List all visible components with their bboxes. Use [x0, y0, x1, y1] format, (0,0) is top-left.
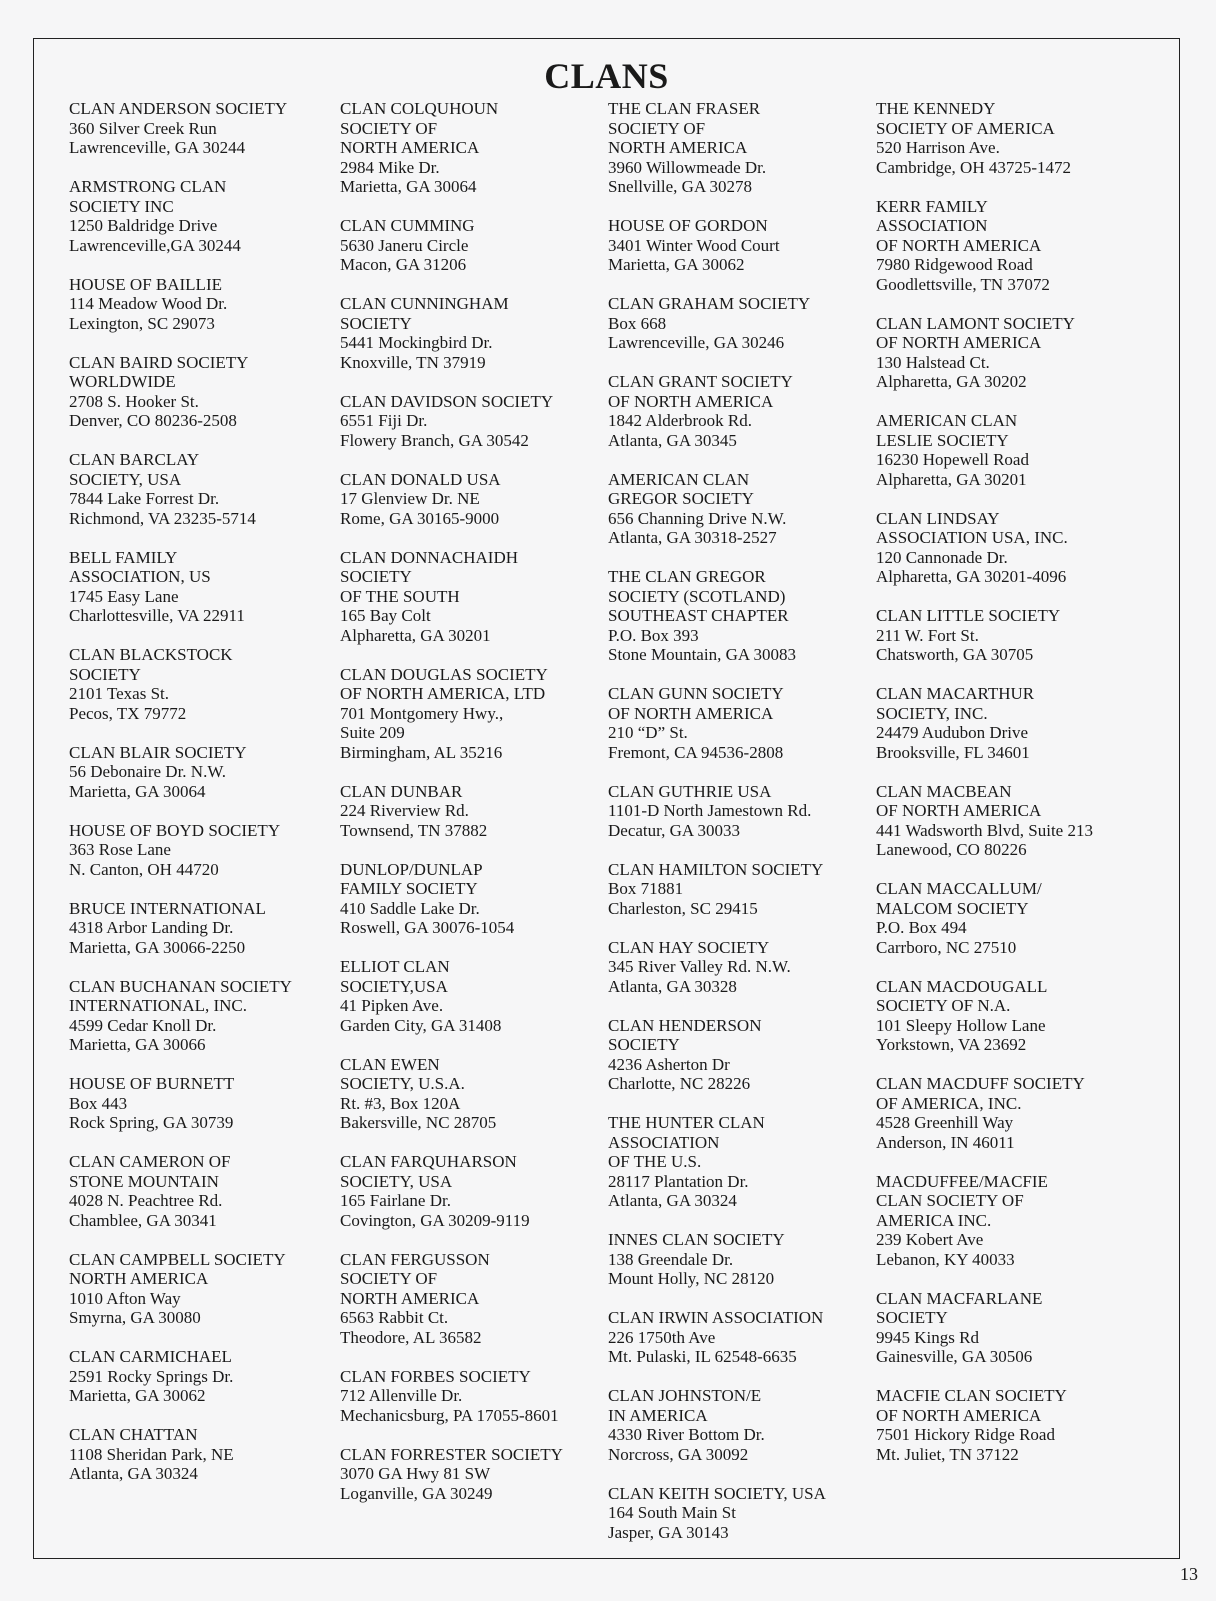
address-line: OF NORTH AMERICA	[876, 333, 1042, 352]
clan-entry	[608, 567, 876, 665]
address-line: 224 Riverview Rd.	[340, 801, 469, 820]
clan-name: MACDUFFEE/MACFIE	[876, 1171, 1048, 1191]
address-line: Knoxville, TN 37919	[340, 352, 486, 372]
address-line: ASSOCIATION	[608, 1132, 720, 1152]
address-line: CLAN SOCIETY OF	[876, 1191, 1024, 1210]
address-line: 441 Wadsworth Blvd, Suite 213	[876, 820, 1093, 840]
address-line: SOCIETY OF	[340, 1269, 438, 1288]
address-line: Mt. Pulaski, IL 62548-6635	[608, 1347, 797, 1366]
clan-entry	[69, 1074, 337, 1133]
address-line: SOCIETY	[608, 1035, 680, 1054]
address-line: FAMILY SOCIETY	[340, 879, 478, 898]
clan-entry	[608, 216, 876, 275]
clan-entry	[69, 548, 337, 626]
address-line: OF NORTH AMERICA, LTD	[340, 684, 546, 703]
clan-entry	[608, 470, 876, 548]
clan-name: CLAN GRAHAM SOCIETY	[608, 294, 811, 313]
clan-name: CLAN MACDOUGALL	[876, 976, 1048, 996]
address-line: Gainesville, GA 30506	[876, 1347, 1033, 1366]
address-line: Marietta, GA 30062	[608, 255, 745, 274]
address-line: 2101 Texas St.	[69, 684, 170, 703]
clan-entry	[608, 1386, 876, 1464]
clan-name: ELLIOT CLAN	[340, 957, 450, 976]
address-line: 210 “D” St.	[608, 723, 688, 742]
clan-name: CLAN MACFARLANE	[876, 1288, 1043, 1308]
clan-entry	[340, 1055, 608, 1133]
address-line: 5441 Mockingbird Dr.	[340, 333, 493, 352]
clan-entry	[608, 1016, 876, 1094]
address-line: P.O. Box 494	[876, 918, 967, 937]
clan-name: CLAN BAIRD SOCIETY	[69, 352, 249, 372]
address-line: P.O. Box 393	[608, 625, 699, 645]
clan-entry	[340, 1152, 608, 1230]
address-line: LESLIE SOCIETY	[876, 430, 1009, 450]
address-line: NORTH AMERICA	[340, 138, 480, 157]
clan-entry	[876, 782, 1144, 860]
clan-entry	[608, 860, 876, 919]
address-line: GREGOR SOCIETY	[608, 489, 754, 508]
address-line: 4028 N. Peachtree Rd.	[69, 1191, 223, 1210]
address-line: 239 Kobert Ave	[876, 1230, 984, 1249]
address-line: Alpharetta, GA 30201	[340, 625, 491, 645]
address-line: 4330 River Bottom Dr.	[608, 1425, 765, 1444]
address-line: 24479 Audubon Drive	[876, 723, 1029, 742]
address-line: OF NORTH AMERICA	[608, 391, 774, 411]
clan-name: CLAN LITTLE SOCIETY	[876, 606, 1061, 625]
address-line: Mount Holly, NC 28120	[608, 1269, 775, 1288]
address-line: 7501 Hickory Ridge Road	[876, 1425, 1055, 1444]
clan-name: ARMSTRONG CLAN	[69, 177, 227, 196]
clan-name: CLAN LAMONT SOCIETY	[876, 313, 1075, 333]
address-line: 1101-D North Jamestown Rd.	[608, 801, 812, 820]
clan-name: CLAN GUNN SOCIETY	[608, 684, 784, 703]
clan-name: CLAN CARMICHAEL	[69, 1347, 232, 1366]
address-line: 211 W. Fort St.	[876, 625, 979, 645]
address-line: Lawrenceville, GA 30244	[69, 138, 246, 157]
clan-name: KERR FAMILY	[876, 196, 988, 216]
clan-name: THE CLAN FRASER	[608, 99, 761, 118]
address-line: STONE MOUNTAIN	[69, 1171, 219, 1191]
clan-entry	[876, 1172, 1144, 1270]
clan-entry	[876, 977, 1144, 1055]
address-line: Suite 209	[340, 723, 405, 742]
address-line: 410 Saddle Lake Dr.	[340, 898, 480, 918]
address-line: Lexington, SC 29073	[69, 313, 215, 333]
address-line: Chatsworth, GA 30705	[876, 645, 1034, 664]
clan-entry	[69, 1425, 337, 1484]
address-line: Lawrenceville, GA 30246	[608, 333, 785, 352]
clan-entry	[340, 1250, 608, 1348]
clan-name: CLAN HAY SOCIETY	[608, 937, 770, 957]
clan-entry	[69, 1152, 337, 1230]
address-line: SOCIETY,USA	[340, 976, 448, 996]
clan-entry	[608, 684, 876, 762]
address-line: OF NORTH AMERICA	[876, 801, 1042, 820]
page-frame	[33, 38, 1180, 1559]
address-line: SOCIETY	[340, 313, 412, 333]
clan-entry	[340, 392, 608, 451]
clan-entry	[340, 99, 608, 197]
clan-name: THE CLAN GREGOR	[608, 567, 766, 586]
address-line: Denver, CO 80236-2508	[69, 411, 237, 430]
clan-name: CLAN FORRESTER SOCIETY	[340, 1444, 563, 1464]
clan-entry	[69, 353, 337, 431]
address-line: Birmingham, AL 35216	[340, 742, 503, 762]
address-line: 56 Debonaire Dr. N.W.	[69, 762, 227, 781]
clan-entry	[69, 821, 337, 880]
address-line: Macon, GA 31206	[340, 255, 467, 274]
clan-entry	[876, 197, 1144, 295]
clan-name: CLAN HENDERSON	[608, 1015, 762, 1035]
address-line: Alpharetta, GA 30201	[876, 469, 1027, 489]
address-line: 712 Allenville Dr.	[340, 1386, 463, 1405]
address-line: 4599 Cedar Knoll Dr.	[69, 1015, 217, 1035]
address-line: 363 Rose Lane	[69, 840, 171, 859]
address-line: Anderson, IN 46011	[876, 1132, 1015, 1152]
address-line: SOUTHEAST CHAPTER	[608, 606, 789, 625]
clan-name: CLAN COLQUHOUN	[340, 99, 499, 118]
address-line: SOCIETY OF AMERICA	[876, 118, 1055, 138]
address-line: OF THE SOUTH	[340, 586, 460, 606]
address-line: NORTH AMERICA	[69, 1269, 209, 1288]
address-line: ASSOCIATION USA, INC.	[876, 528, 1068, 547]
clan-name: CLAN BUCHANAN SOCIETY	[69, 976, 292, 996]
address-line: Snellville, GA 30278	[608, 177, 753, 196]
clan-name: CLAN MACDUFF SOCIETY	[876, 1074, 1085, 1093]
clan-entry	[69, 743, 337, 802]
clan-entry	[876, 314, 1144, 392]
clan-name: CLAN IRWIN ASSOCIATION	[608, 1308, 824, 1327]
address-line: 3070 GA Hwy 81 SW	[340, 1464, 491, 1483]
address-line: Mechanicsburg, PA 17055-8601	[340, 1405, 559, 1425]
address-line: Townsend, TN 37882	[340, 820, 488, 840]
clan-entry	[876, 1074, 1144, 1152]
address-line: SOCIETY, INC.	[876, 703, 988, 723]
address-line: Yorkstown, VA 23692	[876, 1035, 1027, 1054]
clan-name: CLAN FORBES SOCIETY	[340, 1366, 531, 1386]
address-line: Charlotte, NC 28226	[608, 1074, 751, 1093]
clan-entry	[608, 99, 876, 197]
address-line: Fremont, CA 94536-2808	[608, 742, 784, 762]
address-line: 5630 Janeru Circle	[340, 235, 469, 255]
address-line: Alpharetta, GA 30202	[876, 372, 1027, 391]
clan-name: CLAN LINDSAY	[876, 508, 1000, 528]
address-line: Norcross, GA 30092	[608, 1444, 749, 1464]
address-line: NORTH AMERICA	[608, 138, 748, 157]
clan-entry	[876, 879, 1144, 957]
address-line: Atlanta, GA 30324	[608, 1191, 737, 1210]
clan-name: HOUSE OF BURNETT	[69, 1074, 235, 1093]
address-line: 164 South Main St	[608, 1503, 736, 1522]
clan-entry	[69, 1250, 337, 1328]
address-line: 138 Greendale Dr.	[608, 1249, 734, 1269]
clan-name: BELL FAMILY	[69, 547, 178, 567]
address-line: Goodlettsville, TN 37072	[876, 274, 1050, 294]
clan-name: BRUCE INTERNATIONAL	[69, 898, 266, 918]
address-line: OF NORTH AMERICA	[608, 703, 774, 723]
clan-name: CLAN KEITH SOCIETY, USA	[608, 1483, 826, 1503]
clan-name: CLAN GRANT SOCIETY	[608, 372, 793, 391]
clan-entry	[876, 509, 1144, 587]
address-line: 520 Harrison Ave.	[876, 138, 1000, 157]
address-line: Atlanta, GA 30345	[608, 430, 737, 450]
address-line: Charleston, SC 29415	[608, 898, 758, 918]
clan-entry	[69, 450, 337, 528]
address-line: 101 Sleepy Hollow Lane	[876, 1015, 1046, 1035]
clan-name: CLAN MACCALLUM/	[876, 879, 1042, 898]
clan-name: CLAN BLAIR SOCIETY	[69, 742, 247, 762]
clan-entry	[608, 372, 876, 450]
address-line: 1250 Baldridge Drive	[69, 216, 218, 235]
clan-entry	[340, 216, 608, 275]
clan-entry	[340, 1445, 608, 1504]
clan-name: CLAN DOUGLAS SOCIETY	[340, 664, 548, 684]
address-line: SOCIETY (SCOTLAND)	[608, 586, 786, 606]
address-line: Stone Mountain, GA 30083	[608, 645, 796, 664]
column-4	[876, 99, 1144, 1484]
address-line: 41 Pipken Ave.	[340, 996, 444, 1015]
clan-entry	[608, 1113, 876, 1211]
address-line: Theodore, AL 36582	[340, 1327, 482, 1347]
address-line: Loganville, GA 30249	[340, 1483, 493, 1503]
address-line: N. Canton, OH 44720	[69, 859, 219, 879]
address-line: SOCIETY, USA	[340, 1171, 453, 1191]
clan-entry	[340, 294, 608, 372]
address-line: WORLDWIDE	[69, 372, 176, 391]
clan-name: CLAN FARQUHARSON	[340, 1152, 517, 1171]
address-line: Rt. #3, Box 120A	[340, 1093, 461, 1113]
clan-entry	[340, 957, 608, 1035]
address-line: 16230 Hopewell Road	[876, 450, 1029, 469]
clan-entry	[69, 177, 337, 255]
address-line: SOCIETY OF N.A.	[876, 996, 1011, 1015]
column-2	[340, 99, 608, 1523]
address-line: SOCIETY, USA	[69, 469, 182, 489]
address-line: 1745 Easy Lane	[69, 586, 179, 606]
address-line: 9945 Kings Rd	[876, 1327, 979, 1347]
address-line: AMERICA INC.	[876, 1210, 992, 1230]
address-line: 6563 Rabbit Ct.	[340, 1308, 449, 1327]
address-line: SOCIETY	[340, 567, 412, 586]
address-line: Chamblee, GA 30341	[69, 1210, 217, 1230]
address-line: 6551 Fiji Dr.	[340, 411, 428, 430]
clan-entry	[69, 645, 337, 723]
address-line: SOCIETY, U.S.A.	[340, 1074, 465, 1093]
address-line: Richmond, VA 23235-5714	[69, 508, 256, 528]
address-line: 3401 Winter Wood Court	[608, 235, 780, 255]
address-line: OF THE U.S.	[608, 1152, 702, 1171]
address-line: SOCIETY	[69, 664, 141, 684]
clan-entry	[340, 470, 608, 529]
clan-name: CLAN CHATTAN	[69, 1425, 198, 1444]
clan-entry	[608, 294, 876, 353]
clan-entry	[69, 899, 337, 958]
clan-name: CLAN CUNNINGHAM	[340, 294, 509, 313]
address-line: 165 Fairlane Dr.	[340, 1191, 451, 1210]
address-line: 4236 Asherton Dr	[608, 1054, 730, 1074]
address-line: Atlanta, GA 30318-2527	[608, 528, 777, 547]
address-line: Charlottesville, VA 22911	[69, 606, 245, 625]
address-line: 656 Channing Drive N.W.	[608, 508, 787, 528]
clan-name: CLAN MACBEAN	[876, 781, 1012, 801]
address-line: IN AMERICA	[608, 1405, 708, 1425]
clan-entry	[340, 665, 608, 763]
clan-name: CLAN BLACKSTOCK	[69, 645, 233, 664]
address-line: 360 Silver Creek Run	[69, 118, 217, 138]
clan-entry	[608, 1230, 876, 1289]
clan-name: THE KENNEDY	[876, 99, 996, 118]
address-line: 7980 Ridgewood Road	[876, 255, 1033, 274]
address-line: 1108 Sheridan Park, NE	[69, 1444, 234, 1464]
address-line: Jasper, GA 30143	[608, 1522, 729, 1542]
address-line: SOCIETY INC	[69, 196, 174, 216]
address-line: OF NORTH AMERICA	[876, 235, 1042, 255]
clan-name: CLAN HAMILTON SOCIETY	[608, 859, 824, 879]
clan-entry	[608, 782, 876, 841]
address-line: ASSOCIATION	[876, 216, 988, 235]
address-line: Smyrna, GA 30080	[69, 1308, 201, 1327]
address-line: 28117 Plantation Dr.	[608, 1171, 749, 1191]
address-line: Lawrenceville,GA 30244	[69, 235, 241, 255]
clan-name: HOUSE OF BAILLIE	[69, 274, 222, 294]
clan-entry	[876, 684, 1144, 762]
clan-name: CLAN MACARTHUR	[876, 684, 1035, 703]
clan-entry	[340, 1367, 608, 1426]
clan-name: CLAN JOHNSTON/E	[608, 1386, 762, 1405]
address-line: 7844 Lake Forrest Dr.	[69, 489, 220, 508]
address-line: 114 Meadow Wood Dr.	[69, 294, 228, 313]
address-line: Marietta, GA 30066	[69, 1035, 206, 1054]
address-line: Box 668	[608, 313, 667, 333]
clan-entry	[876, 411, 1144, 489]
address-line: Box 443	[69, 1093, 128, 1113]
address-line: 226 1750th Ave	[608, 1327, 716, 1347]
address-line: Rock Spring, GA 30739	[69, 1113, 234, 1132]
column-3	[608, 99, 876, 1562]
clan-entry	[69, 1347, 337, 1406]
address-line: Pecos, TX 79772	[69, 703, 187, 723]
address-line: Box 71881	[608, 879, 684, 898]
address-line: 130 Halstead Ct.	[876, 352, 990, 372]
address-line: Lanewood, CO 80226	[876, 840, 1027, 859]
address-line: Flowery Branch, GA 30542	[340, 430, 529, 450]
address-line: Covington, GA 30209-9119	[340, 1210, 530, 1230]
address-line: Rome, GA 30165-9000	[340, 508, 500, 528]
clan-entry	[340, 782, 608, 841]
clan-name: CLAN FERGUSSON	[340, 1249, 490, 1269]
address-line: Decatur, GA 30033	[608, 820, 740, 840]
address-line: Bakersville, NC 28705	[340, 1113, 497, 1132]
address-line: Marietta, GA 30066-2250	[69, 937, 246, 957]
clan-name: INNES CLAN SOCIETY	[608, 1230, 785, 1249]
clan-name: CLAN ANDERSON SOCIETY	[69, 99, 288, 118]
address-line: Alpharetta, GA 30201-4096	[876, 567, 1067, 586]
address-line: OF NORTH AMERICA	[876, 1405, 1042, 1425]
address-line: Atlanta, GA 30328	[608, 976, 737, 996]
address-line: SOCIETY OF	[340, 118, 438, 138]
address-line: 2591 Rocky Springs Dr.	[69, 1366, 234, 1386]
address-line: 120 Cannonade Dr.	[876, 547, 1008, 567]
address-line: MALCOM SOCIETY	[876, 898, 1029, 918]
address-line: INTERNATIONAL, INC.	[69, 996, 248, 1015]
clan-name: CLAN DONALD USA	[340, 469, 501, 489]
address-line: Marietta, GA 30064	[69, 781, 206, 801]
clan-entry	[340, 860, 608, 938]
clan-name: THE HUNTER CLAN	[608, 1113, 765, 1132]
address-line: Lebanon, KY 40033	[876, 1249, 1015, 1269]
clan-name: CLAN DAVIDSON SOCIETY	[340, 391, 554, 411]
clan-entry	[876, 1289, 1144, 1367]
clan-name: CLAN DUNBAR	[340, 781, 463, 801]
clan-entry	[876, 1386, 1144, 1464]
page-title: CLANS	[544, 56, 669, 96]
address-line: SOCIETY	[876, 1308, 948, 1327]
address-line: 4528 Greenhill Way	[876, 1113, 1014, 1132]
clan-name: AMERICAN CLAN	[608, 469, 750, 489]
clan-name: CLAN CUMMING	[340, 216, 475, 235]
address-line: 2708 S. Hooker St.	[69, 391, 199, 411]
address-line: SOCIETY OF	[608, 118, 706, 138]
clan-name: CLAN CAMPBELL SOCIETY	[69, 1249, 286, 1269]
clan-entry	[69, 977, 337, 1055]
address-line: 4318 Arbor Landing Dr.	[69, 918, 234, 937]
clan-name: HOUSE OF BOYD SOCIETY	[69, 820, 281, 840]
clan-entry	[608, 938, 876, 997]
clan-entry	[69, 275, 337, 334]
address-line: 2984 Mike Dr.	[340, 157, 440, 177]
page-number: 13	[1180, 1564, 1198, 1584]
address-line: Garden City, GA 31408	[340, 1015, 502, 1035]
address-line: Mt. Juliet, TN 37122	[876, 1444, 1019, 1464]
address-line: Cambridge, OH 43725-1472	[876, 157, 1072, 177]
clan-entry	[876, 606, 1144, 665]
address-line: OF AMERICA, INC.	[876, 1093, 1022, 1113]
clan-entry	[340, 548, 608, 646]
clan-name: CLAN GUTHRIE USA	[608, 781, 772, 801]
clan-name: MACFIE CLAN SOCIETY	[876, 1386, 1067, 1405]
address-line: Atlanta, GA 30324	[69, 1464, 198, 1483]
address-line: 345 River Valley Rd. N.W.	[608, 957, 791, 976]
clan-name: CLAN EWEN	[340, 1054, 440, 1074]
clan-name: CLAN CAMERON OF	[69, 1152, 231, 1171]
address-line: ASSOCIATION, US	[69, 567, 211, 586]
address-line: Carrboro, NC 27510	[876, 937, 1017, 957]
clan-entry	[876, 99, 1144, 177]
address-line: 701 Montgomery Hwy.,	[340, 703, 504, 723]
address-line: 1842 Alderbrook Rd.	[608, 411, 753, 430]
clan-name: CLAN BARCLAY	[69, 450, 200, 469]
address-line: Marietta, GA 30064	[340, 177, 477, 196]
address-line: Marietta, GA 30062	[69, 1386, 206, 1405]
clan-name: CLAN DONNACHAIDH	[340, 547, 519, 567]
clan-entry	[608, 1484, 876, 1543]
address-line: 3960 Willowmeade Dr.	[608, 157, 767, 177]
address-line: Roswell, GA 30076-1054	[340, 918, 515, 937]
address-line: 165 Bay Colt	[340, 606, 431, 625]
address-line: 1010 Afton Way	[69, 1288, 181, 1308]
address-line: NORTH AMERICA	[340, 1288, 480, 1308]
clan-entry	[608, 1308, 876, 1367]
column-1	[69, 99, 337, 1503]
address-line: 17 Glenview Dr. NE	[340, 489, 480, 508]
clan-name: DUNLOP/DUNLAP	[340, 859, 483, 879]
clan-entry	[69, 99, 337, 158]
clan-name: HOUSE OF GORDON	[608, 216, 768, 235]
clan-name: AMERICAN CLAN	[876, 411, 1018, 430]
address-line: Brooksville, FL 34601	[876, 742, 1030, 762]
